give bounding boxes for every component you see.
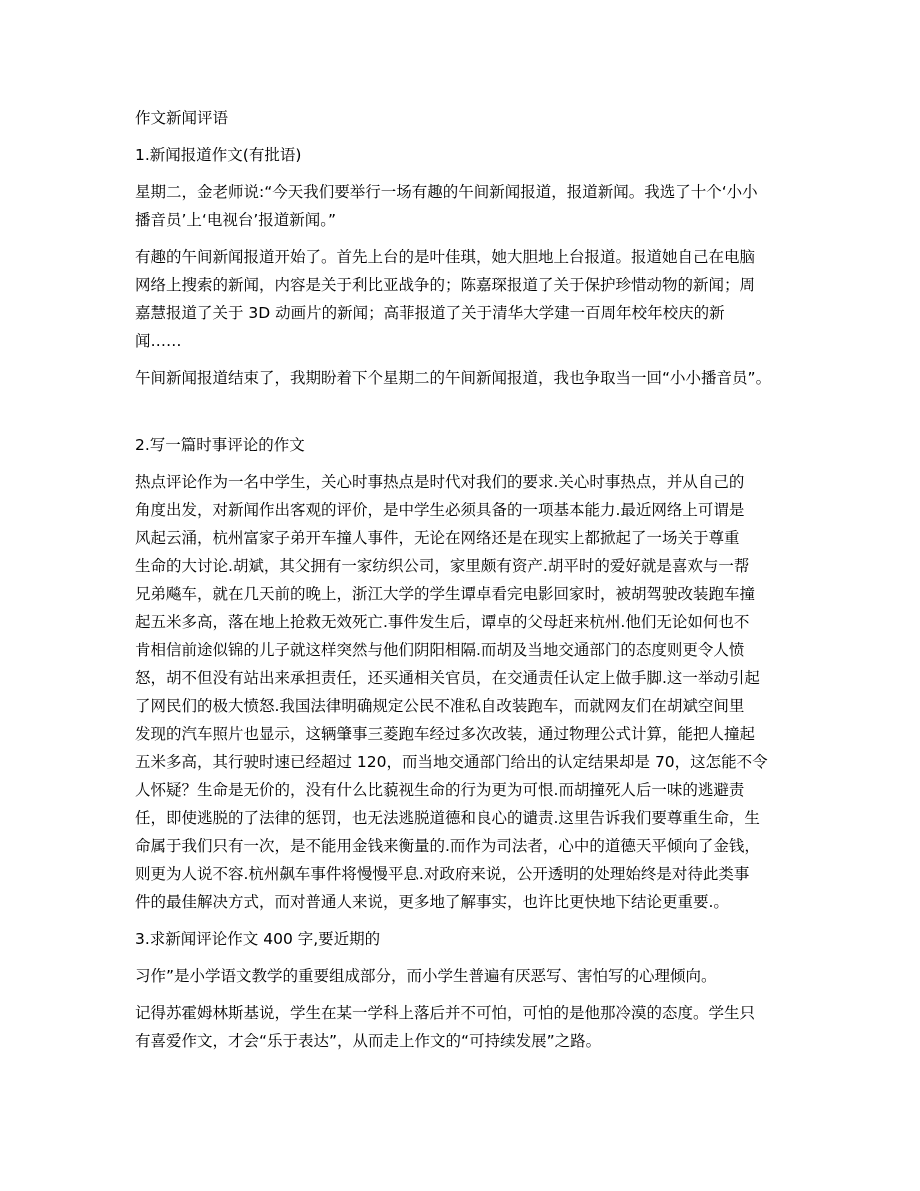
paragraph-line: 闻…… [135, 332, 182, 350]
paragraph-line: 记得苏霍姆林斯基说，学生在某一学科上落后并不可怕，可怕的是他那冷漠的态度。学生只 [135, 1004, 756, 1022]
document-page [135, 104, 790, 1055]
paragraph-6 [135, 999, 790, 1055]
paragraph-line: 起五米多高，落在地上抢救无效死亡.事件发生后，谭卓的父母赶来杭州.他们无论如何也不 [135, 613, 750, 631]
paragraph-4 [135, 468, 790, 916]
paragraph-2 [135, 243, 790, 355]
paragraph-line: 生命的大讨论.胡斌，其父拥有一家纺织公司，家里颇有资产.胡平时的爱好就是喜欢与一帮 [135, 557, 750, 575]
paragraph-line: 则更为人说不容.杭州飙车事件将慢慢平息.对政府来说，公开透明的处理始终是对待此类事 [135, 865, 750, 883]
paragraph-line: 件的最佳解决方式，而对普通人来说，更多地了解事实，也许比更快地下结论更重要.。 [135, 893, 729, 911]
paragraph-line: 星期二，金老师说:“今天我们要举行一场有趣的午间新闻报道，报道新闻。我选了十个‘小小 [135, 183, 758, 201]
paragraph-line: 播音员’上‘电视台’报道新闻。” [135, 211, 337, 229]
section-2-heading: 2.写一篇时事评论的作文 [135, 436, 305, 454]
paragraph-line: 命属于我们只有一次，是不能用金钱来衡量的.而作为司法者，心中的道德天平倾向了金钱， [135, 837, 760, 855]
paragraph-line: 有趣的午间新闻报道开始了。首先上台的是叶佳琪，她大胆地上台报道。报道她自己在电脑 [135, 248, 756, 266]
section-1-heading: 1.新闻报道作文(有批语) [135, 146, 302, 164]
paragraph-line: 怒，胡不但没有站出来承担责任，还买通相关官员，在交通责任认定上做手脚.这一举动引起 [135, 669, 760, 687]
paragraph-line: 习作”是小学语文教学的重要组成部分，而小学生普遍有厌恶写、害怕写的心理倾向。 [135, 967, 717, 985]
paragraph-line: 嘉慧报道了关于 3D 动画片的新闻；高菲报道了关于清华大学建一百周年校年校庆的新 [135, 304, 725, 322]
section-3-heading: 3.求新闻评论作文 400 字,要近期的 [135, 930, 381, 948]
paragraph-line: 角度出发，对新闻作出客观的评价，是中学生必须具备的一项基本能力.最近网络上可谓是 [135, 501, 745, 519]
paragraph-1 [135, 178, 790, 234]
paragraph-line: 午间新闻报道结束了，我期盼着下个星期二的午间新闻报道，我也争取当一回“小小播音员”。 [135, 369, 772, 387]
paragraph-line: 人怀疑？生命是无价的，没有什么比藐视生命的行为更为可恨.而胡撞死人后一味的逃避责 [135, 781, 745, 799]
paragraph-line: 肯相信前途似锦的儿子就这样突然与他们阴阳相隔.而胡及当地交通部门的态度则更令人愤 [135, 641, 745, 659]
paragraph-line: 风起云涌，杭州富家子弟开车撞人事件，无论在网络还是在现实上都掀起了一场关于尊重 [135, 529, 740, 547]
paragraph-line: 五米多高，其行驶时速已经超过 120，而当地交通部门给出的认定结果却是 70，这怎能不令 [135, 753, 768, 771]
paragraph-line: 网络上搜索的新闻，内容是关于利比亚战争的；陈嘉琛报道了关于保护珍惜动物的新闻；周 [135, 276, 756, 294]
paragraph-line: 兄弟飚车，就在几天前的晚上，浙江大学的学生谭卓看完电影回家时，被胡驾驶改装跑车撞 [135, 585, 756, 603]
paragraph-line: 有喜爱作文，才会“乐于表达”，从而走上作文的“可持续发展”之路。 [135, 1032, 602, 1050]
document-title: 作文新闻评语 [135, 109, 229, 127]
paragraph-3 [135, 364, 790, 392]
paragraph-line: 了网民们的极大愤怒.我国法律明确规定公民不准私自改装跑车，而就网友们在胡斌空间里 [135, 697, 745, 715]
paragraph-line: 任，即使逃脱的了法律的惩罚，也无法逃脱道德和良心的谴责.这里告诉我们要尊重生命，生 [135, 809, 760, 827]
paragraph-line: 发现的汽车照片也显示，这辆肇事三菱跑车经过多次改装，通过物理公式计算，能把人撞起 [135, 725, 756, 743]
paragraph-line: 热点评论作为一名中学生，关心时事热点是时代对我们的要求.关心时事热点，并从自己的 [135, 473, 745, 491]
paragraph-5 [135, 962, 790, 990]
